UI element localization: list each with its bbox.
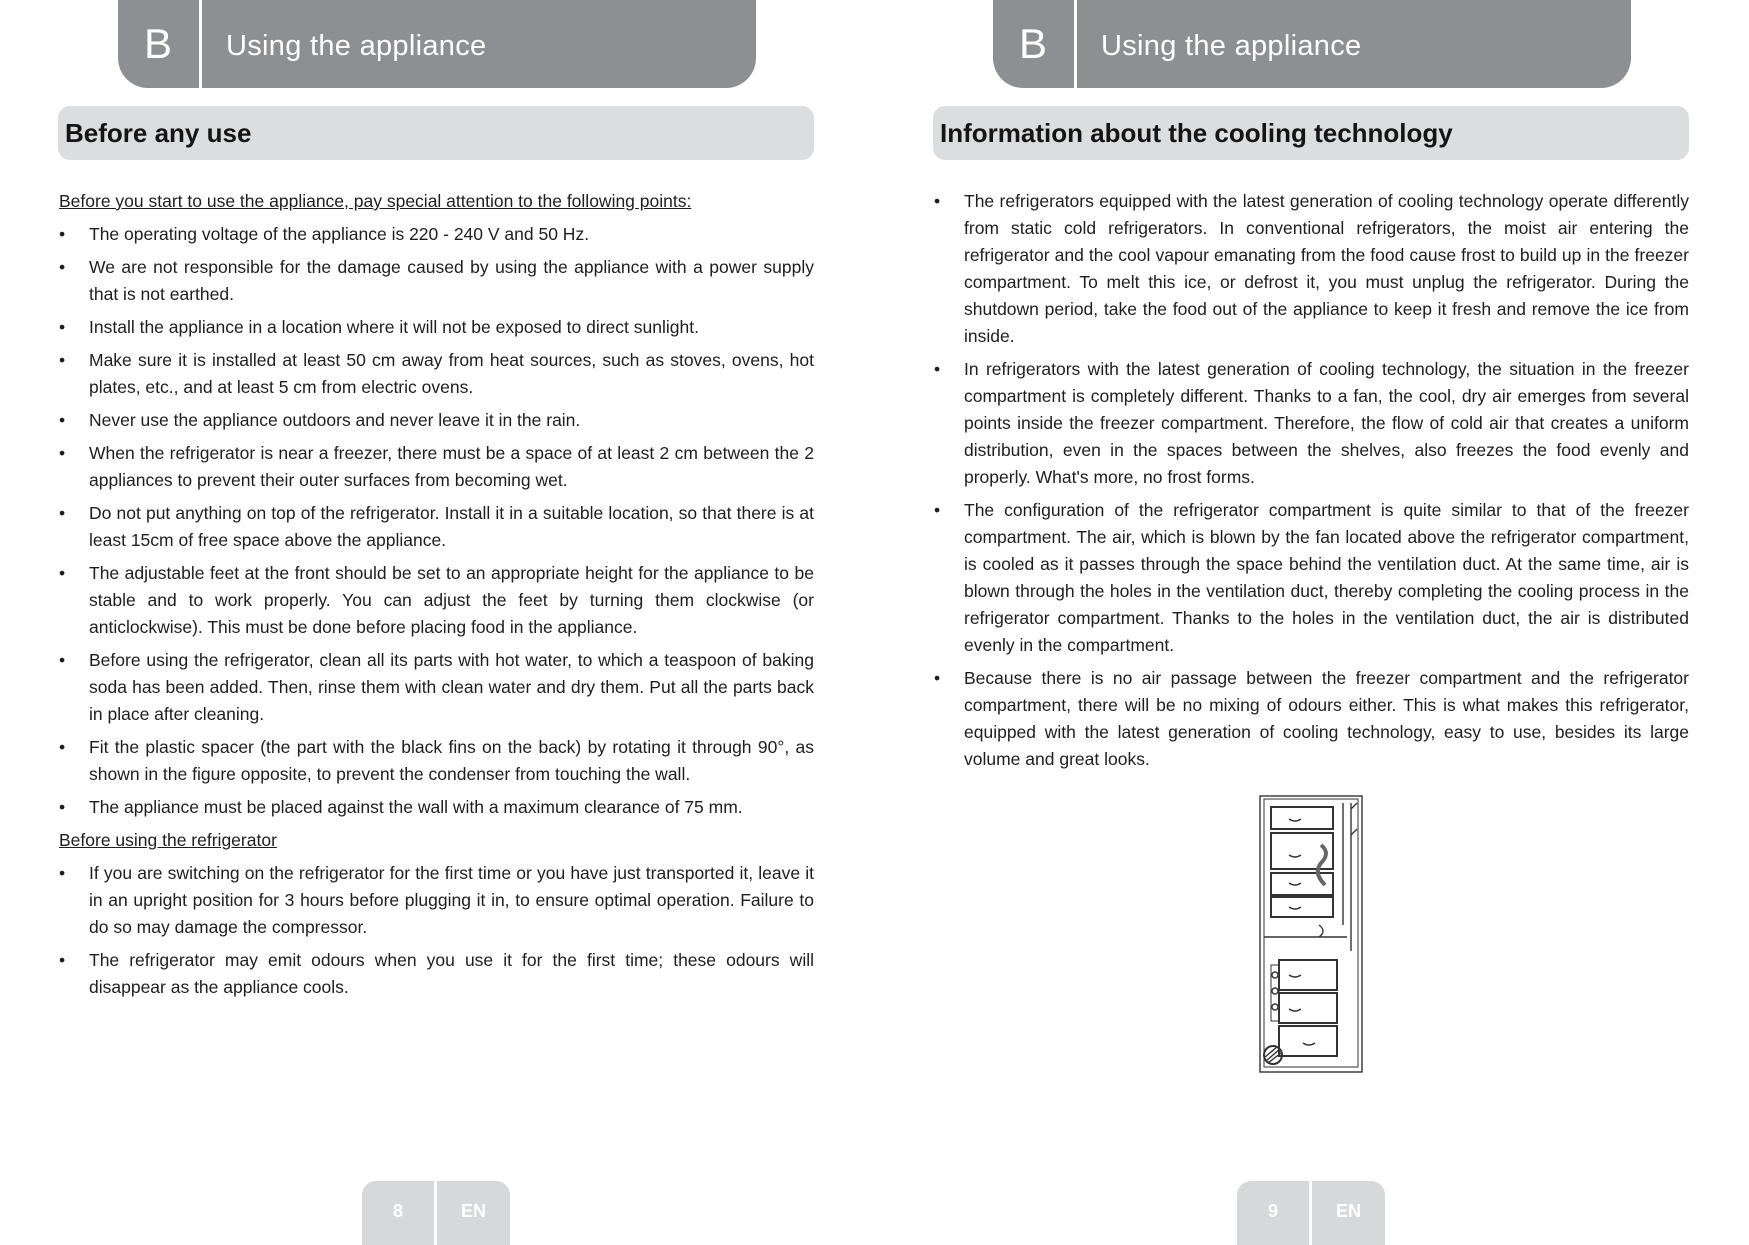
bullet-glyph: • [59, 797, 66, 817]
list-item: • The configuration of the refrigerator compartment is quite similar to that of the freezer compartment. The air, which is blown by the fan located above the refrigerator compartment, is cooled as it passes through the space behind the ventilation duct. At the same time, air is blown through the holes in the ventilation duct, thereby completing the cooling process in the refrigerator compartment. Thanks to the holes in the ventilation duct, the air is distributed evenly in the compartment. [934, 497, 1689, 659]
bullet-glyph: • [59, 563, 66, 583]
list-item: • The refrigerators equipped with the latest generation of cooling technology operate differently from static cold refrigerators. In conventional refrigerators, the moist air entering the refrigerator and the cool vapour emanating from the food cause frost to build up in the freezer compartment. To melt this ice, or defrost it, you must unplug the refrigerator. During the shutdown period, take the food out of the appliance to keep it fresh and remove the ice from inside. [934, 188, 1689, 350]
tab-divider [199, 0, 202, 88]
page-footer [362, 1181, 510, 1245]
language-code: EN [460, 1201, 486, 1221]
bullet-glyph: • [59, 863, 66, 883]
bullet-glyph: • [59, 410, 66, 430]
list-item: • The refrigerator may emit odours when you use it for the first time; these odours will disappear as the appliance cools. [59, 947, 814, 1001]
bullet-glyph: • [59, 317, 66, 337]
section-heading: Information about the cooling technology [933, 106, 1689, 160]
bullet-glyph: • [59, 950, 66, 970]
bullet-glyph: • [59, 503, 66, 523]
list-item: • The operating voltage of the appliance is 220 - 240 V and 50 Hz. [59, 221, 814, 248]
section-tab [993, 0, 1631, 88]
right-page [875, 0, 1749, 1241]
bullet-glyph: • [59, 257, 66, 277]
intro-text: Before you start to use the appliance, pay special attention to the following points: [59, 191, 692, 211]
section-tab [118, 0, 756, 88]
list-item: • Do not put anything on top of the refrigerator. Install it in a suitable location, so that there is at least 15cm of free space above the appliance. [59, 500, 814, 554]
list-item: • Never use the appliance outdoors and never leave it in the rain. [59, 407, 814, 434]
section-heading: Before any use [58, 106, 814, 160]
section-letter: B [1018, 20, 1047, 67]
bullet-glyph: • [934, 191, 941, 211]
before-any-use-content [59, 188, 814, 1007]
list-item: • The adjustable feet at the front should be set to an appropriate height for the appliance to be stable and to work properly. You can adjust the feet by turning them clockwise (or anticlockwise). This must be done before placing food in the appliance. [59, 560, 814, 641]
bullet-glyph: • [59, 650, 66, 670]
language-code: EN [1335, 1201, 1361, 1221]
bullet-glyph: • [59, 350, 66, 370]
list-item: • Because there is no air passage between the freezer compartment and the refrigerator compartment, there will be no mixing of odours either. This is what makes this refrigerator, equipped with the latest generation of cooling technology, easy to use, besides its large volume and great looks. [934, 665, 1689, 773]
list-item: • When the refrigerator is near a freezer, there must be a space of at least 2 cm between the 2 appliances to prevent their outer surfaces from becoming wet. [59, 440, 814, 494]
before-use-list [59, 860, 814, 1001]
precaution-list [59, 221, 814, 821]
list-item: • The appliance must be placed against the wall with a maximum clearance of 75 mm. [59, 794, 814, 821]
bullet-glyph: • [934, 668, 941, 688]
list-item: • If you are switching on the refrigerator for the first time or you have just transported it, leave it in an upright position for 3 hours before plugging it in, to ensure optimal operation. Failure to do so may damage the compressor. [59, 860, 814, 941]
page-number: 9 [1267, 1201, 1278, 1221]
bullet-glyph: • [934, 500, 941, 520]
left-page [0, 0, 874, 1241]
tab-divider [1074, 0, 1077, 88]
subheading: Before using the refrigerator [59, 830, 277, 850]
page-number: 8 [392, 1201, 403, 1221]
cooling-info-list [934, 188, 1689, 773]
cooling-technology-content [934, 188, 1689, 779]
list-item: • In refrigerators with the latest generation of cooling technology, the situation in the freezer compartment is completely different. Thanks to a fan, the cool, dry air emerges from several points inside the freezer compartment. Therefore, the flow of cold air that creates a uniform distribution, even in the spaces between the shelves, also freezes the food evenly and properly. What's more, no frost forms. [934, 356, 1689, 491]
list-item: • We are not responsible for the damage caused by using the appliance with a power supply that is not earthed. [59, 254, 814, 308]
bullet-glyph: • [59, 443, 66, 463]
section-letter: B [143, 20, 172, 67]
bullet-glyph: • [59, 224, 66, 244]
list-item: • Before using the refrigerator, clean all its parts with hot water, to which a teaspoon of baking soda has been added. Then, rinse them with clean water and dry them. Put all the parts back in place after cleaning. [59, 647, 814, 728]
section-title: Using the appliance [226, 30, 487, 62]
list-item: • Make sure it is installed at least 50 cm away from heat sources, such as stoves, ovens, hot plates, etc., and at least 5 cm from electric ovens. [59, 347, 814, 401]
bullet-glyph: • [934, 359, 941, 379]
list-item: • Fit the plastic spacer (the part with the black fins on the back) by rotating it through 90°, as shown in the figure opposite, to prevent the condenser from touching the wall. [59, 734, 814, 788]
page-footer [1237, 1181, 1385, 1245]
list-item: • Install the appliance in a location where it will not be exposed to direct sunlight. [59, 314, 814, 341]
section-title: Using the appliance [1101, 30, 1362, 62]
bullet-glyph: • [59, 737, 66, 757]
refrigerator-airflow-diagram [1259, 795, 1363, 1073]
